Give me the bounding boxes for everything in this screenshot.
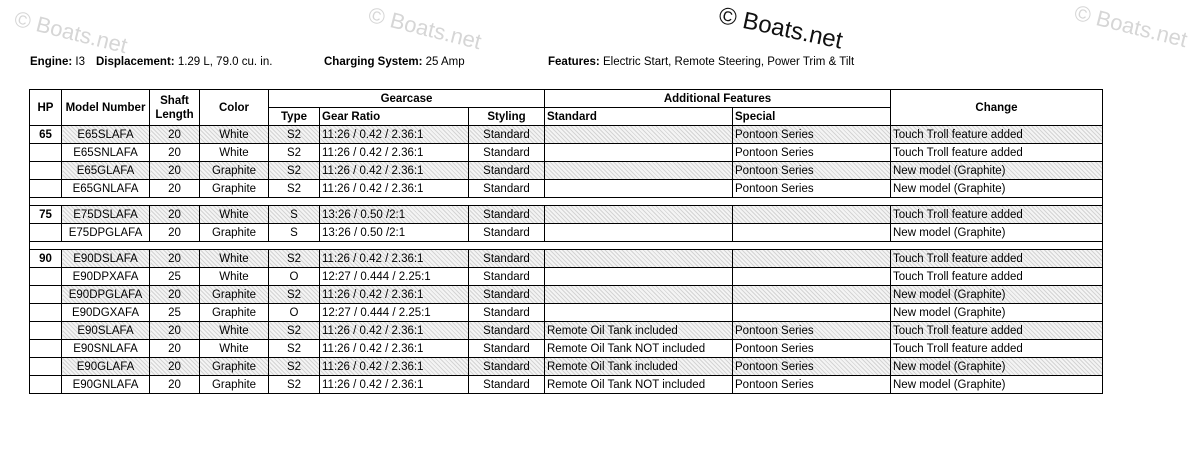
model-number-cell: E65GLAFA: [62, 162, 150, 180]
styling-cell: Standard: [469, 304, 545, 322]
gear-ratio-cell: 11:26 / 0.42 / 2.36:1: [320, 162, 469, 180]
gear-ratio-cell: 11:26 / 0.42 / 2.36:1: [320, 126, 469, 144]
color-cell: White: [200, 206, 269, 224]
gear-ratio-cell: 11:26 / 0.42 / 2.36:1: [320, 322, 469, 340]
change-cell: Touch Troll feature added: [891, 126, 1103, 144]
type-cell: S: [269, 206, 320, 224]
shaft-length-cell: 25: [150, 268, 200, 286]
change-cell: Touch Troll feature added: [891, 268, 1103, 286]
shaft-length-cell: 20: [150, 180, 200, 198]
shaft-length-cell: 20: [150, 358, 200, 376]
features-value: Electric Start, Remote Steering, Power Trim & Tilt: [602, 56, 855, 68]
table-row: [30, 286, 1103, 304]
model-number-cell: E90SLAFA: [62, 322, 150, 340]
standard-feature-cell: Remote Oil Tank included: [545, 322, 733, 340]
standard-feature-cell: Remote Oil Tank NOT included: [545, 340, 733, 358]
hp-cell: [30, 268, 62, 286]
hp-cell: [30, 224, 62, 242]
styling-cell: Standard: [469, 358, 545, 376]
col-styling: Styling: [469, 108, 545, 126]
hp-cell: [30, 322, 62, 340]
table-row: [30, 162, 1103, 180]
gear-ratio-cell: 11:26 / 0.42 / 2.36:1: [320, 340, 469, 358]
change-cell: New model (Graphite): [891, 224, 1103, 242]
features-label: Features:: [548, 56, 600, 68]
watermark-right: © Boats.net: [1071, 0, 1190, 53]
styling-cell: Standard: [469, 340, 545, 358]
gear-ratio-cell: 11:26 / 0.42 / 2.36:1: [320, 286, 469, 304]
model-number-cell: E65GNLAFA: [62, 180, 150, 198]
hp-cell: [30, 162, 62, 180]
col-gear-ratio: Gear Ratio: [320, 108, 469, 126]
watermark-center: © Boats.net: [365, 2, 484, 55]
color-cell: Graphite: [200, 162, 269, 180]
engine-value: I3: [75, 56, 85, 68]
table-row: [30, 250, 1103, 268]
type-cell: S2: [269, 340, 320, 358]
hp-cell: 75: [30, 206, 62, 224]
model-number-cell: E90DGXAFA: [62, 304, 150, 322]
change-cell: New model (Graphite): [891, 286, 1103, 304]
standard-feature-cell: [545, 126, 733, 144]
features-spec: [548, 56, 854, 68]
special-feature-cell: [733, 224, 891, 242]
watermark-main: © Boats.net: [716, 2, 846, 55]
table-row: [30, 180, 1103, 198]
model-number-cell: E75DSLAFA: [62, 206, 150, 224]
change-cell: Touch Troll feature added: [891, 206, 1103, 224]
special-feature-cell: [733, 304, 891, 322]
model-number-cell: E90DPXAFA: [62, 268, 150, 286]
standard-feature-cell: [545, 206, 733, 224]
hp-cell: 65: [30, 126, 62, 144]
special-feature-cell: Pontoon Series: [733, 126, 891, 144]
gear-ratio-cell: 13:26 / 0.50 /2:1: [320, 206, 469, 224]
change-cell: New model (Graphite): [891, 162, 1103, 180]
styling-cell: Standard: [469, 268, 545, 286]
col-standard: Standard: [545, 108, 733, 126]
styling-cell: Standard: [469, 224, 545, 242]
styling-cell: Standard: [469, 162, 545, 180]
color-cell: White: [200, 250, 269, 268]
hp-cell: [30, 144, 62, 162]
standard-feature-cell: [545, 250, 733, 268]
gear-ratio-cell: 11:26 / 0.42 / 2.36:1: [320, 358, 469, 376]
hp-cell: [30, 340, 62, 358]
standard-feature-cell: [545, 286, 733, 304]
special-feature-cell: Pontoon Series: [733, 162, 891, 180]
type-cell: O: [269, 304, 320, 322]
gear-ratio-cell: 11:26 / 0.42 / 2.36:1: [320, 250, 469, 268]
displacement-value: 1.29 L, 79.0 cu. in.: [177, 56, 273, 68]
color-cell: White: [200, 268, 269, 286]
color-cell: White: [200, 126, 269, 144]
special-feature-cell: [733, 206, 891, 224]
table-row: [30, 304, 1103, 322]
styling-cell: Standard: [469, 322, 545, 340]
shaft-length-cell: 20: [150, 376, 200, 394]
engine-label: Engine:: [30, 56, 73, 68]
change-cell: New model (Graphite): [891, 376, 1103, 394]
color-cell: Graphite: [200, 180, 269, 198]
type-cell: S2: [269, 376, 320, 394]
type-cell: S2: [269, 322, 320, 340]
color-cell: White: [200, 340, 269, 358]
special-feature-cell: [733, 268, 891, 286]
model-number-cell: E75DPGLAFA: [62, 224, 150, 242]
model-number-cell: E90GNLAFA: [62, 376, 150, 394]
color-cell: Graphite: [200, 304, 269, 322]
hp-cell: [30, 286, 62, 304]
shaft-length-cell: 20: [150, 144, 200, 162]
change-cell: Touch Troll feature added: [891, 250, 1103, 268]
model-number-cell: E65SLAFA: [62, 126, 150, 144]
table-row: [30, 268, 1103, 286]
model-number-cell: E90GLAFA: [62, 358, 150, 376]
charging-value: 25 Amp: [425, 56, 465, 68]
gear-ratio-cell: 11:26 / 0.42 / 2.36:1: [320, 144, 469, 162]
col-change: Change: [891, 90, 1103, 126]
standard-feature-cell: [545, 224, 733, 242]
shaft-length-cell: 20: [150, 162, 200, 180]
change-cell: New model (Graphite): [891, 304, 1103, 322]
charging-spec: [324, 56, 465, 68]
hp-cell: [30, 180, 62, 198]
shaft-length-cell: 20: [150, 224, 200, 242]
col-shaft-length: Shaft Length: [150, 90, 200, 126]
standard-feature-cell: [545, 304, 733, 322]
color-cell: Graphite: [200, 358, 269, 376]
styling-cell: Standard: [469, 144, 545, 162]
type-cell: S2: [269, 144, 320, 162]
table-row: [30, 224, 1103, 242]
special-feature-cell: Pontoon Series: [733, 180, 891, 198]
col-additional-features: Additional Features: [545, 90, 891, 108]
shaft-length-cell: 20: [150, 286, 200, 304]
special-feature-cell: [733, 286, 891, 304]
change-cell: New model (Graphite): [891, 358, 1103, 376]
group-separator: [30, 198, 1103, 206]
col-special: Special: [733, 108, 891, 126]
standard-feature-cell: [545, 144, 733, 162]
styling-cell: Standard: [469, 376, 545, 394]
watermark-left: © Boats.net: [11, 6, 130, 59]
type-cell: S: [269, 224, 320, 242]
model-table: [29, 89, 1103, 394]
standard-feature-cell: [545, 268, 733, 286]
type-cell: S2: [269, 180, 320, 198]
type-cell: S2: [269, 358, 320, 376]
special-feature-cell: Pontoon Series: [733, 340, 891, 358]
shaft-length-cell: 20: [150, 126, 200, 144]
type-cell: S2: [269, 250, 320, 268]
col-model-number: Model Number: [62, 90, 150, 126]
charging-label: Charging System:: [324, 56, 423, 68]
special-feature-cell: [733, 250, 891, 268]
shaft-length-cell: 20: [150, 206, 200, 224]
shaft-length-cell: 20: [150, 340, 200, 358]
table-row: [30, 144, 1103, 162]
table-body: [30, 126, 1103, 394]
standard-feature-cell: [545, 180, 733, 198]
model-number-cell: E90SNLAFA: [62, 340, 150, 358]
styling-cell: Standard: [469, 126, 545, 144]
col-hp: HP: [30, 90, 62, 126]
styling-cell: Standard: [469, 250, 545, 268]
gear-ratio-cell: 12:27 / 0.444 / 2.25:1: [320, 304, 469, 322]
color-cell: Graphite: [200, 376, 269, 394]
model-number-cell: E90DSLAFA: [62, 250, 150, 268]
hp-cell: [30, 358, 62, 376]
gear-ratio-cell: 11:26 / 0.42 / 2.36:1: [320, 180, 469, 198]
special-feature-cell: Pontoon Series: [733, 358, 891, 376]
change-cell: Touch Troll feature added: [891, 144, 1103, 162]
displacement-spec: [96, 56, 272, 68]
type-cell: O: [269, 268, 320, 286]
table-row: [30, 322, 1103, 340]
table-row: [30, 206, 1103, 224]
change-cell: New model (Graphite): [891, 180, 1103, 198]
engine-spec: [30, 56, 85, 68]
standard-feature-cell: Remote Oil Tank NOT included: [545, 376, 733, 394]
hp-cell: [30, 376, 62, 394]
model-number-cell: E65SNLAFA: [62, 144, 150, 162]
col-color: Color: [200, 90, 269, 126]
gear-ratio-cell: 13:26 / 0.50 /2:1: [320, 224, 469, 242]
hp-cell: 90: [30, 250, 62, 268]
color-cell: Graphite: [200, 286, 269, 304]
type-cell: S2: [269, 162, 320, 180]
shaft-length-cell: 20: [150, 322, 200, 340]
styling-cell: Standard: [469, 206, 545, 224]
col-type: Type: [269, 108, 320, 126]
shaft-length-cell: 20: [150, 250, 200, 268]
standard-feature-cell: [545, 162, 733, 180]
shaft-length-cell: 25: [150, 304, 200, 322]
gear-ratio-cell: 11:26 / 0.42 / 2.36:1: [320, 376, 469, 394]
table-row: [30, 376, 1103, 394]
styling-cell: Standard: [469, 180, 545, 198]
table-row: [30, 358, 1103, 376]
standard-feature-cell: Remote Oil Tank included: [545, 358, 733, 376]
type-cell: S2: [269, 126, 320, 144]
color-cell: Graphite: [200, 224, 269, 242]
model-number-cell: E90DPGLAFA: [62, 286, 150, 304]
styling-cell: Standard: [469, 286, 545, 304]
special-feature-cell: Pontoon Series: [733, 144, 891, 162]
group-separator: [30, 242, 1103, 250]
col-gearcase: Gearcase: [269, 90, 545, 108]
special-feature-cell: Pontoon Series: [733, 322, 891, 340]
special-feature-cell: Pontoon Series: [733, 376, 891, 394]
hp-cell: [30, 304, 62, 322]
gear-ratio-cell: 12:27 / 0.444 / 2.25:1: [320, 268, 469, 286]
color-cell: White: [200, 322, 269, 340]
displacement-label: Displacement:: [96, 56, 175, 68]
table-row: [30, 126, 1103, 144]
table-row: [30, 340, 1103, 358]
change-cell: Touch Troll feature added: [891, 340, 1103, 358]
color-cell: White: [200, 144, 269, 162]
change-cell: Touch Troll feature added: [891, 322, 1103, 340]
type-cell: S2: [269, 286, 320, 304]
